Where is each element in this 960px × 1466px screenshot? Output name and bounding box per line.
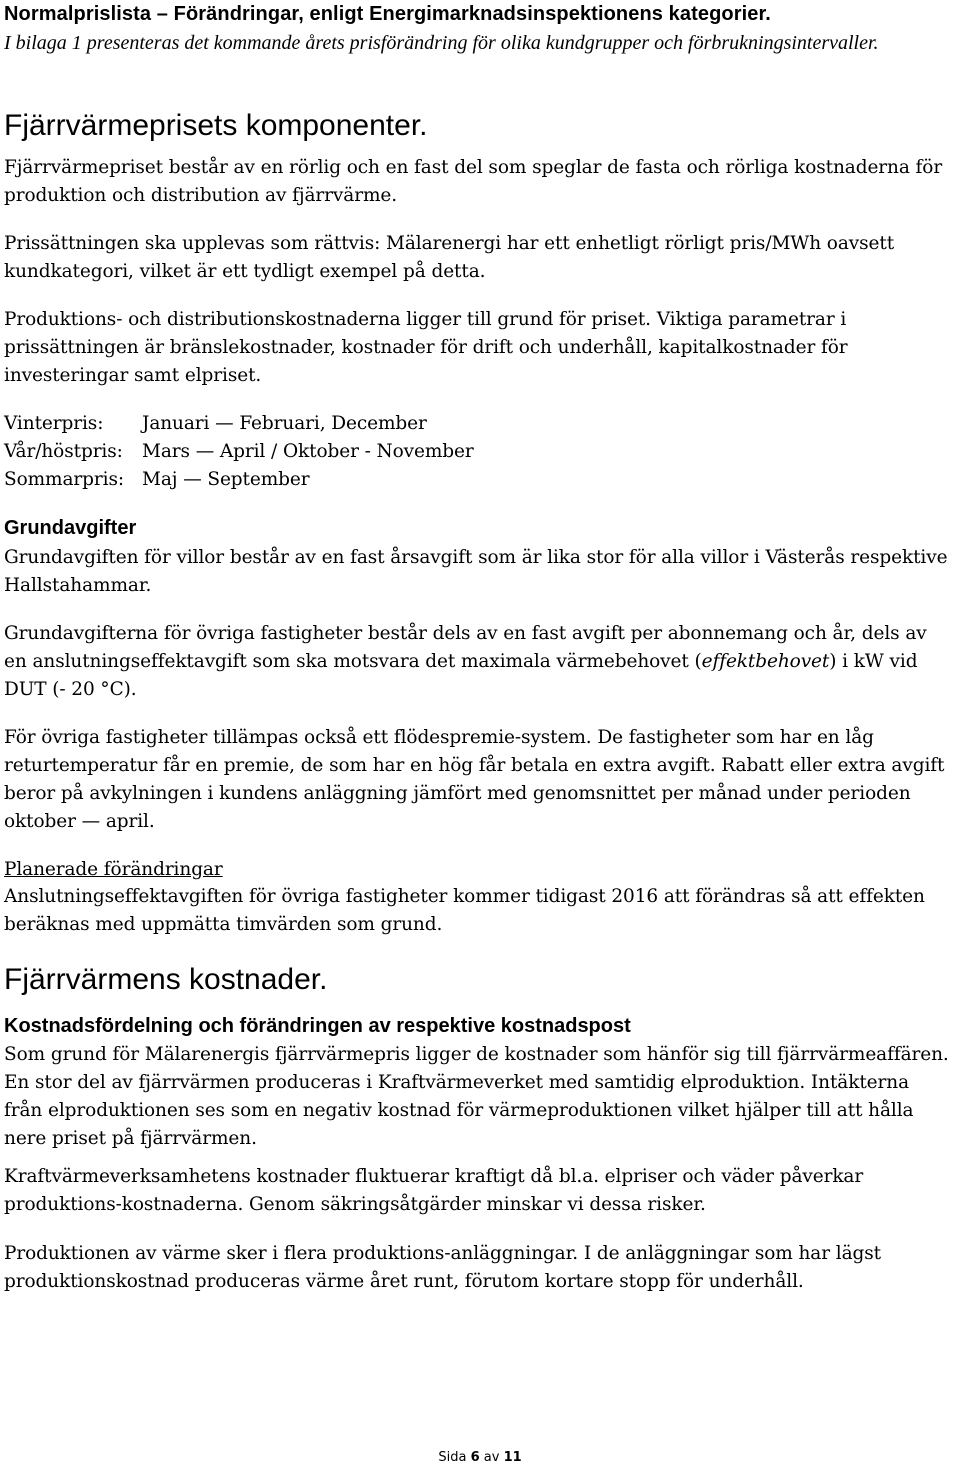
subheading-kostnadsfordelning: Kostnadsfördelning och förändringen av respektive kostnadspost: [4, 1015, 631, 1037]
season-row-sommar: [4, 466, 474, 494]
season-label: Vår/höstpris:: [4, 441, 123, 462]
heading-normalprislista: Normalprislista – Förändringar, enligt Energimarknadsinspektionens kategorier.: [4, 3, 771, 25]
season-label: Sommarpris:: [4, 469, 124, 490]
page-number-total: 11: [503, 1450, 522, 1465]
paragraph-kostnader-2: Kraftvärmeverksamhetens kostnader fluktuerar kraftigt då bl.a. elpriser och väder påverkar produktions-kostnaderna. Genom säkringsåtgärder minskar vi dessa risker.: [4, 1166, 864, 1215]
heading-komponenter: Fjärrvärmeprisets komponenter.: [4, 109, 428, 142]
page-number-prefix: Sida: [438, 1450, 467, 1465]
italic-term-effektbehovet: effektbehovet: [701, 651, 830, 672]
page-number-current: 6: [470, 1450, 480, 1465]
season-value: Januari — Februari, December: [142, 413, 427, 434]
paragraph-grundavgifter-3: För övriga fastigheter tillämpas också ett flödespremie-system. De fastigheter som har en låg returtemperatur får en premie, de som har en hög får betala en extra avgift. Rabatt eller extra avgift beror på avkylningen i kundens anläggning jämfört med genomsnittet per månad under perioden oktober — april.: [4, 727, 945, 832]
paragraph-normalprislista: I bilaga 1 presenteras det kommande årets prisförändring för olika kundgrupper och förbrukningsintervaller.: [4, 32, 879, 54]
heading-planerade-forandringar: Planerade förändringar: [4, 859, 223, 880]
paragraph-komponenter-3: Produktions- och distributionskostnaderna ligger till grund för priset. Viktiga parametrar i prissättningen är bränslekostnader, kostnader för drift och underhåll, kapitalkostnader för investeringar samt elpriset.: [4, 309, 848, 386]
paragraph-grundavgifter-2: [4, 620, 949, 704]
paragraph-grundavgifter-1: Grundavgiften för villor består av en fast årsavgift som är lika stor för alla villor i Västerås respektive Hallstahammar.: [4, 547, 948, 596]
page-footer: [0, 1450, 960, 1466]
season-value: Mars — April / Oktober - November: [142, 441, 474, 462]
season-row-vinter: [4, 410, 474, 438]
heading-grundavgifter: Grundavgifter: [4, 517, 137, 539]
page-number-of: av: [483, 1450, 500, 1465]
paragraph-kostnader-3: Produktionen av värme sker i flera produktions-anläggningar. I de anläggningar som har lägst produktionskostnad produceras värme året runt, förutom kortare stopp för underhåll.: [4, 1243, 881, 1292]
paragraph-planerade: Anslutningseffektavgiften för övriga fastigheter kommer tidigast 2016 att förändras så att effekten beräknas med uppmätta timvärden som grund.: [4, 886, 925, 935]
season-table: [4, 410, 474, 494]
season-row-varhost: [4, 438, 474, 466]
season-value: Maj — September: [142, 469, 310, 490]
heading-fjarrvarmens-kostnader: Fjärrvärmens kostnader.: [4, 963, 328, 996]
season-label: Vinterpris:: [4, 413, 104, 434]
text-span: Grundavgifterna för övriga fastigheter består dels av en fast avgift per abonnemang och år, dels av en anslutningseffektavgift som ska motsvara det maximala värmebehovet (: [4, 623, 927, 672]
paragraph-komponenter-1: Fjärrvärmepriset består av en rörlig och en fast del som speglar de fasta och rörliga kostnaderna för produktion och distribution av fjärrvärme.: [4, 157, 943, 206]
paragraph-kostnader-1: Som grund för Mälarenergis fjärrvärmepris ligger de kostnader som hänför sig till fjärrvärmeaffären. En stor del av fjärrvärmen produceras i Kraftvärmeverket med samtidig elproduktion. Intäkterna från elproduktionen ses som en negativ kostnad för värmeproduktionen vilket hjälper till att hålla nere priset på fjärrvärmen.: [4, 1044, 949, 1149]
text-span: ) i kW vid DUT (- 20 °C).: [4, 651, 918, 700]
paragraph-komponenter-2: Prissättningen ska upplevas som rättvis: Mälarenergi har ett enhetligt rörligt pris/MWh oavsett kundkategori, vilket är ett tydligt exempel på detta.: [4, 233, 895, 282]
